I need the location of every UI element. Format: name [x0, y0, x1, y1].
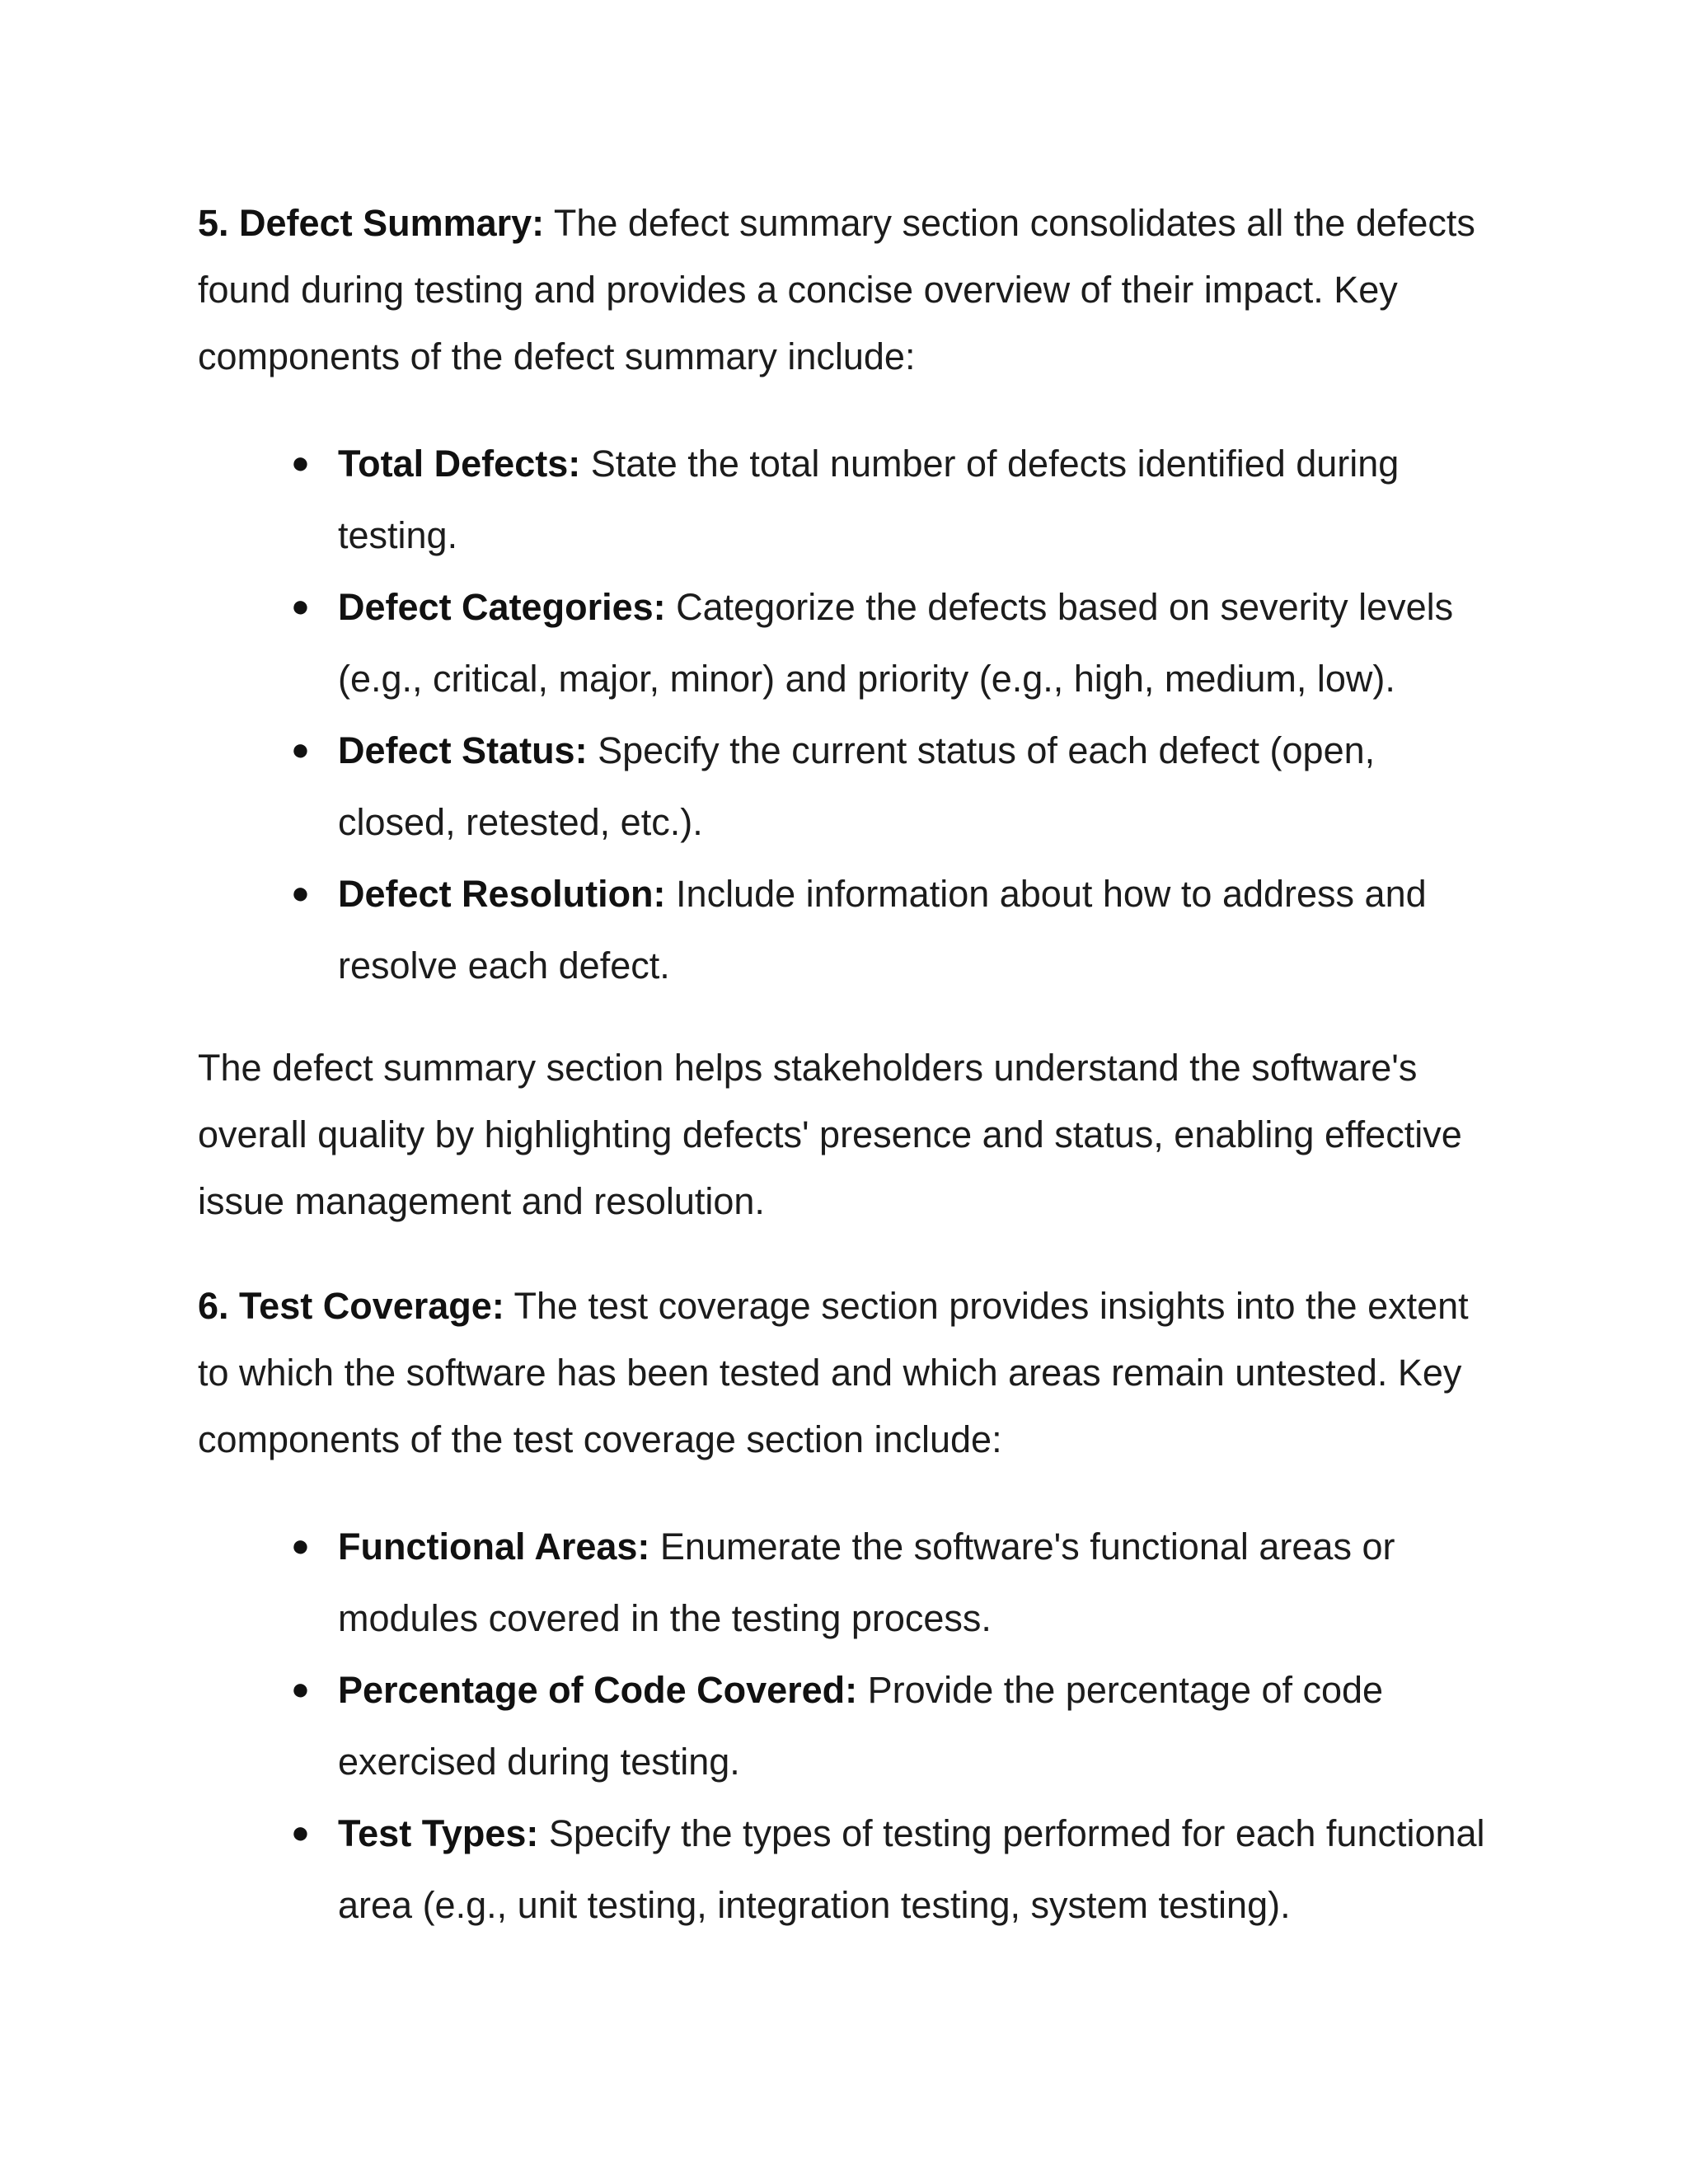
list-item-label: Percentage of Code Covered:: [338, 1669, 858, 1711]
list-item-text: Specify the current status of each defect (open, closed, retested, etc.).: [338, 729, 1376, 843]
list-item-label: Total Defects:: [338, 443, 581, 485]
list-item-text: Enumerate the software's functional areas or modules covered in the testing process.: [338, 1526, 1395, 1639]
list-item-label: Functional Areas:: [338, 1526, 650, 1568]
section-defect-summary-intro: [198, 190, 1500, 390]
section-heading: 5. Defect Summary:: [198, 202, 545, 244]
defect-summary-list: [198, 428, 1500, 1001]
list-item-text: Provide the percentage of code exercised during testing.: [338, 1669, 1384, 1783]
section-heading: 6. Test Coverage:: [198, 1285, 504, 1327]
bullet-icon: ●: [291, 446, 310, 480]
bullet-icon: ●: [291, 589, 310, 624]
section-test-coverage-intro: [198, 1272, 1500, 1473]
list-item: [291, 1797, 1500, 1941]
bullet-icon: ●: [291, 876, 310, 911]
list-item: [291, 1511, 1500, 1654]
list-item-label: Defect Status:: [338, 729, 588, 771]
section-intro-text: The defect summary section consolidates all the defects found during testing and provides a concise overview of their impact. Key components of the defect summary include:: [198, 202, 1475, 377]
bullet-icon: ●: [291, 1816, 310, 1850]
test-coverage-list: [198, 1511, 1500, 1941]
list-item-label: Test Types:: [338, 1812, 539, 1854]
list-item-text: Specify the types of testing performed for each functional area (e.g., unit testing, integration testing, system testing).: [338, 1812, 1485, 1926]
section-intro-text: The test coverage section provides insights into the extent to which the software has been tested and which areas remain untested. Key components of the test coverage section include:: [198, 1285, 1469, 1460]
bullet-icon: ●: [291, 1529, 310, 1563]
list-item-label: Defect Resolution:: [338, 873, 666, 915]
bullet-icon: ●: [291, 733, 310, 767]
list-item: [291, 715, 1500, 858]
bullet-icon: ●: [291, 1672, 310, 1707]
list-item-text: Categorize the defects based on severity levels (e.g., critical, major, minor) and priority (e.g., high, medium, low).: [338, 586, 1454, 700]
list-item: [291, 858, 1500, 1001]
list-item-label: Defect Categories:: [338, 586, 666, 628]
document-page: [198, 190, 1500, 1941]
list-item: [291, 1654, 1500, 1797]
section-defect-summary-closing: The defect summary section helps stakeholders understand the software's overall quality by highlighting defects' presence and status, enabling effective issue management and resolution.: [198, 1047, 1462, 1222]
list-item: [291, 428, 1500, 571]
list-item-text: State the total number of defects identified during testing.: [338, 443, 1400, 556]
list-item-text: Include information about how to address and resolve each defect.: [338, 873, 1427, 987]
list-item: [291, 571, 1500, 715]
